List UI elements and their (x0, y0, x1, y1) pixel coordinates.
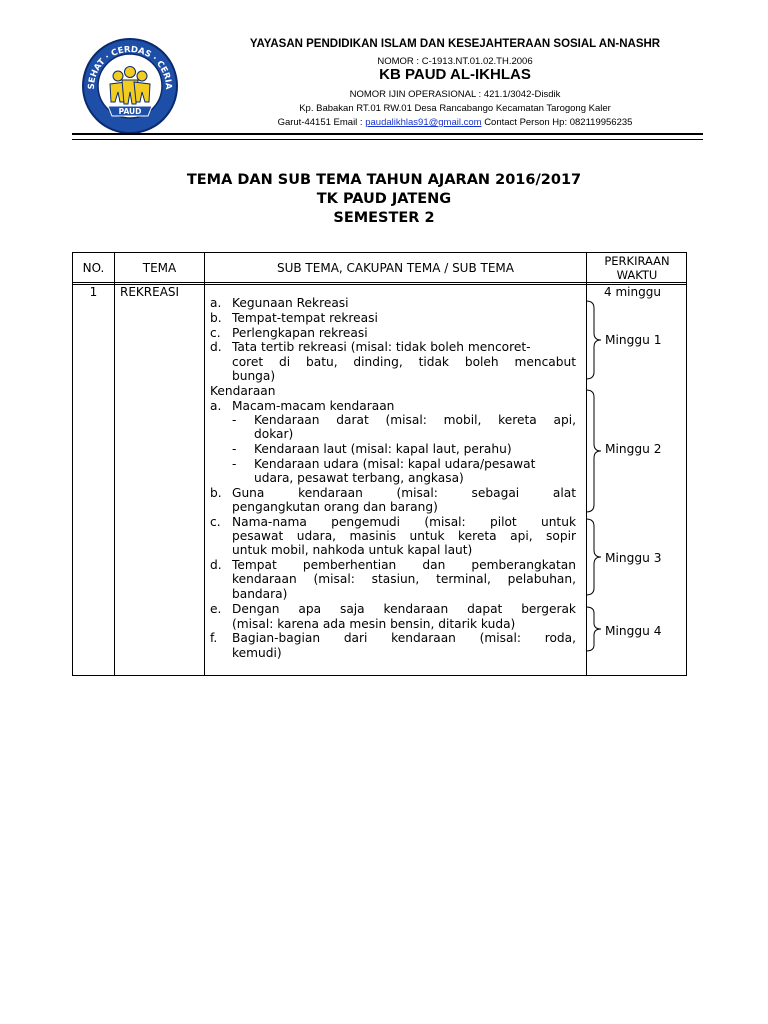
sub-list-item-continuation: udara, pesawat terbang, angkasa) (254, 471, 464, 485)
document-subtitle: TK PAUD JATENG (316, 191, 452, 207)
list-item: c. Perlengkapan rekreasi (210, 326, 368, 340)
document-title: TEMA DAN SUB TEMA TAHUN AJARAN 2016/2017 (186, 172, 582, 188)
list-item: f. Bagian-bagian dari kendaraan (misal: roda, (210, 631, 576, 645)
week-label: Minggu 4 (605, 624, 662, 638)
list-item-continuation: untuk mobil, nahkoda untuk kapal laut) (232, 543, 473, 557)
week-label: Minggu 1 (605, 333, 662, 347)
list-item-continuation: coret di batu, dinding, tidak boleh mencabut (232, 355, 576, 369)
list-item: b. Guna kendaraan (misal: sebagai alat (210, 486, 576, 500)
brace-icon (584, 300, 604, 380)
letterhead-rule-thick (72, 133, 703, 135)
column-divider (204, 253, 205, 675)
brace-icon (584, 606, 604, 652)
email-link[interactable]: paudalikhlas91@gmail.com (365, 117, 482, 128)
contact-suffix: Contact Person Hp: 082119956235 (484, 117, 633, 128)
list-item-continuation: pesawat udara, masinis untuk kereta api, sopir (232, 529, 576, 543)
document-semester: SEMESTER 2 (333, 210, 435, 226)
letterhead-rule-thin (72, 139, 703, 140)
list-item: d. Tata tertib rekreasi (misal: tidak boleh mencoret- (210, 340, 531, 354)
contact-line (185, 117, 725, 128)
sub-list-item-continuation: dokar) (254, 427, 294, 441)
row-no: 1 (89, 285, 98, 299)
list-item: c. Nama-nama pengemudi (misal: pilot untuk (210, 515, 576, 529)
row-tema: REKREASI (120, 285, 180, 299)
logo-arc-text: SEHAT · CERDAS · CERIA (86, 44, 174, 90)
header-no: NO. (82, 261, 105, 275)
week-label: Minggu 3 (605, 551, 662, 565)
sub-list-item: - Kendaraan darat (misal: mobil, kereta api, (232, 413, 576, 427)
list-item: b. Tempat-tempat rekreasi (210, 311, 378, 325)
subtheme-heading: Kendaraan (210, 384, 276, 398)
list-item-continuation: kemudi) (232, 646, 282, 660)
list-item-continuation: pengangkutan orang dan barang) (232, 500, 438, 514)
list-item: e. Dengan apa saja kendaraan dapat bergerak (210, 602, 576, 616)
header-tema: TEMA (142, 261, 177, 275)
header-waktu-line2: WAKTU (616, 268, 658, 282)
list-item-continuation: (misal: karena ada mesin bensin, ditarik kuda) (232, 617, 516, 631)
sub-list-item: - Kendaraan laut (misal: kapal laut, perahu) (232, 442, 512, 456)
sub-list-item: - Kendaraan udara (misal: kapal udara/pesawat (232, 457, 536, 471)
permit-number: NOMOR IJIN OPERASIONAL : 421.1/3042-Disdik (349, 89, 561, 100)
header-waktu-line1: PERKIRAAN (604, 254, 670, 268)
contact-prefix: Garut-44151 Email : (277, 117, 363, 128)
foundation-name: YAYASAN PENDIDIKAN ISLAM DAN KESEJAHTERAAN SOSIAL AN-NASHR (249, 38, 661, 50)
paud-logo (80, 36, 180, 136)
brace-icon (584, 389, 604, 513)
school-name: KB PAUD AL-IKHLAS (379, 66, 531, 83)
logo-banner-text: PAUD (118, 107, 142, 116)
row-waktu-total: 4 minggu (604, 285, 661, 299)
column-divider (114, 253, 115, 675)
list-item-continuation: bandara) (232, 587, 288, 601)
list-item-continuation: bunga) (232, 369, 276, 383)
list-item: a. Kegunaan Rekreasi (210, 296, 349, 310)
list-item-continuation: kendaraan (misal: stasiun, terminal, pelabuhan, (232, 572, 576, 586)
header-divider (73, 282, 686, 283)
foundation-number: NOMOR : C-1913.NT.01.02.TH.2006 (377, 56, 533, 67)
brace-icon (584, 518, 604, 596)
header-subtema: SUB TEMA, CAKUPAN TEMA / SUB TEMA (276, 261, 514, 275)
header-waktu (587, 254, 687, 282)
list-item: d. Tempat pemberhentian dan pemberangkatan (210, 558, 576, 572)
list-item: a. Macam-macam kendaraan (210, 399, 395, 413)
school-address: Kp. Babakan RT.01 RW.01 Desa Rancabango Kecamatan Tarogong Kaler (299, 103, 611, 114)
week-label: Minggu 2 (605, 442, 662, 456)
